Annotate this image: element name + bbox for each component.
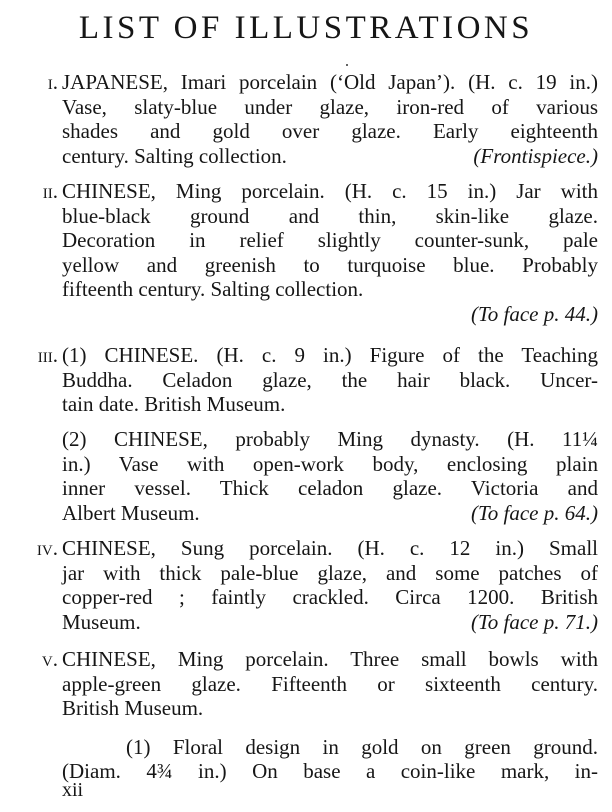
entry-line: tain date. British Museum. [62, 392, 286, 416]
entry-line: (1) CHINESE. (H. c. 9 in.) Figure of the Teaching [62, 343, 598, 367]
entry-numeral: iv. [36, 536, 58, 560]
entry-line: in.) Vase with open-work body, enclosing plain [62, 451, 598, 476]
entry-line: Buddha. Celadon glaze, the hair black. Uncer- [62, 367, 598, 392]
entry-line: Vase, slaty-blue under glaze, iron-red of various [62, 94, 598, 119]
entry-line: (1) Floral design in gold on green ground. [126, 735, 598, 759]
entry-numeral: i. [47, 70, 58, 94]
entry-line: inner vessel. Thick celadon glaze. Victoria and [62, 476, 598, 500]
entry-numeral: ii. [42, 179, 58, 203]
entry-line: JAPANESE, Imari porcelain (‘Old Japan’). (H. c. 19 in.) [62, 70, 598, 94]
plate-reference: (To face p. 44.) [471, 301, 598, 326]
entry-line: yellow and greenish to turquoise blue. Probably [62, 252, 598, 277]
entry-line: Museum. [62, 609, 141, 634]
entry-line: copper-red ; faintly crackled. Circa 1200. British [62, 585, 598, 609]
entry-line: (2) CHINESE, probably Ming dynasty. (H. 11¼ [62, 427, 598, 451]
illustration-entry-3 [37, 343, 598, 417]
entry-line: century. Salting collection. [62, 143, 287, 168]
entry-line: Albert Museum. [62, 500, 200, 525]
illustration-entry-4 [36, 536, 598, 634]
plate-reference: (Frontispiece.) [473, 143, 598, 168]
entry-line: CHINESE, Ming porcelain. Three small bowls with [62, 647, 598, 671]
entry-line: (Diam. 4¾ in.) On base a coin-like mark, in- [62, 759, 598, 783]
entry-line: CHINESE, Ming porcelain. (H. c. 15 in.) Jar with [62, 179, 598, 203]
entry-line: jar with thick pale-blue glaze, and some patches of [62, 560, 598, 585]
entry-line: apple-green glaze. Fifteenth or sixteenth century. [62, 671, 598, 696]
entry-line: Decoration in relief slightly counter-sunk, pale [62, 228, 598, 252]
illustration-subentry-3-2 [62, 427, 598, 525]
plate-reference: (To face p. 64.) [471, 500, 598, 525]
entry-line: fifteenth century. Salting collection. [62, 277, 364, 301]
page-title: LIST OF ILLUSTRATIONS [78, 10, 534, 46]
entry-numeral: v. [41, 647, 58, 671]
entry-line: blue-black ground and thin, skin-like glaze. [62, 203, 598, 228]
page-number: xii [62, 779, 84, 801]
ink-speck [346, 64, 348, 66]
illustration-entry-5 [41, 647, 598, 721]
entry-line: CHINESE, Sung porcelain. (H. c. 12 in.) Small [62, 536, 598, 560]
illustration-entry-1 [47, 70, 598, 168]
entry-line: shades and gold over glaze. Early eighteenth [62, 119, 598, 143]
illustration-subentry-5-1-cont [62, 759, 598, 784]
entry-line: British Museum. [62, 696, 204, 720]
plate-reference: (To face p. 71.) [471, 609, 598, 634]
illustration-entry-2 [42, 179, 598, 326]
entry-numeral: iii. [37, 343, 58, 367]
illustration-subentry-5-1 [126, 735, 598, 760]
